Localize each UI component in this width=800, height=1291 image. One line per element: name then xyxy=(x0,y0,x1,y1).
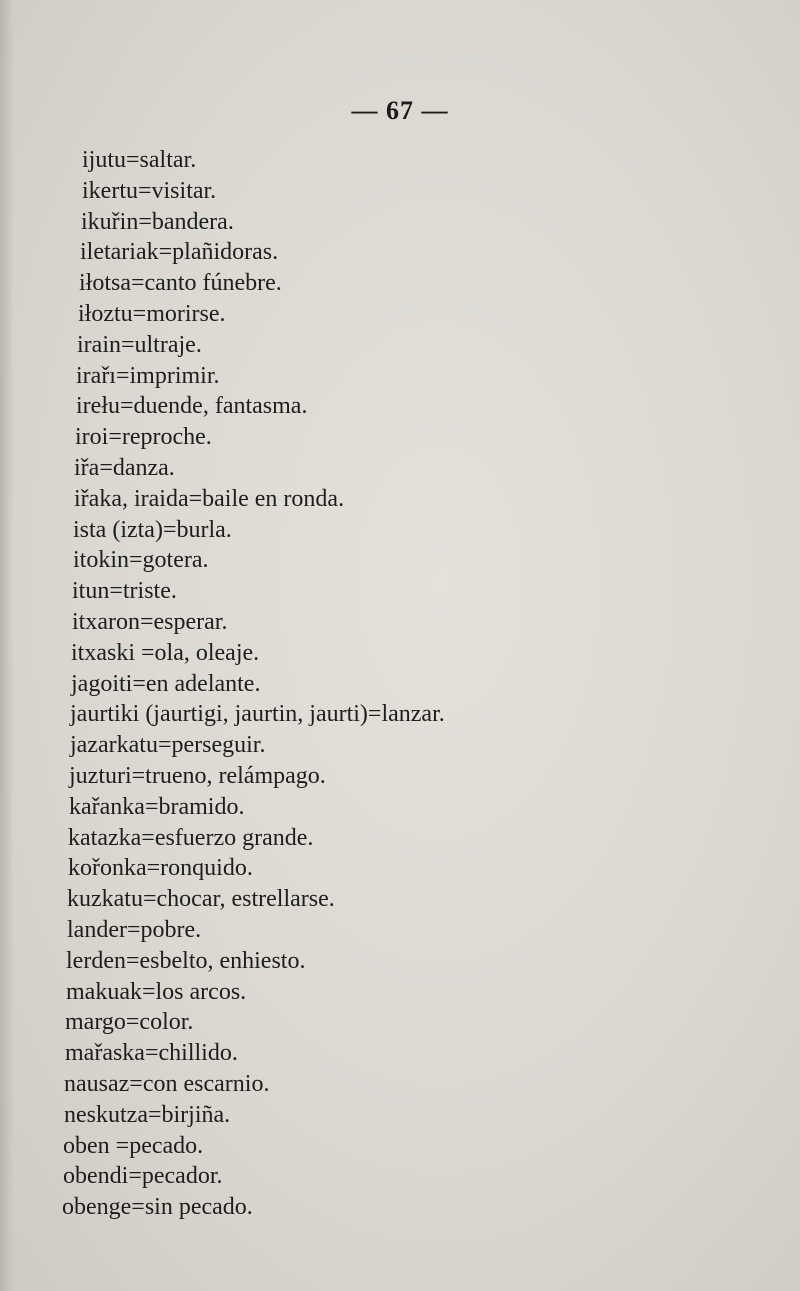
glossary-entry: iletariak=plañidoras. xyxy=(80,239,279,266)
glossary-entry: itun=triste. xyxy=(72,578,177,605)
glossary-entry: lander=pobre. xyxy=(67,916,202,943)
glossary-entry: neskutza=birjiña. xyxy=(64,1101,231,1128)
glossary-entry: katazka=esfuerzo grande. xyxy=(68,824,314,851)
glossary-entry: itxaron=esperar. xyxy=(72,608,228,635)
glossary-entry: iłoztu=morirse. xyxy=(78,300,226,327)
page-number: — 67 — xyxy=(351,96,449,125)
glossary-entry: jaurtiki (jaurtigi, jaurtin, jaurti)=lanzar. xyxy=(70,701,445,728)
glossary-entry: irełu=duende, fantasma. xyxy=(76,393,308,420)
glossary-entry: jazarkatu=perseguir. xyxy=(70,732,266,759)
glossary-entry: jagoiti=en adelante. xyxy=(71,670,261,697)
glossary-entry: margo=color. xyxy=(65,1009,194,1036)
glossary-entry: mařaska=chillido. xyxy=(65,1040,238,1067)
glossary-entry: ikuřin=bandera. xyxy=(81,208,234,235)
glossary-list xyxy=(62,145,766,1223)
glossary-entry: iřaka, iraida=baile en ronda. xyxy=(74,485,345,512)
glossary-entry: ista (izta)=burla. xyxy=(73,516,232,543)
glossary-entry: juzturi=trueno, relámpago. xyxy=(69,762,326,789)
glossary-entry: itokin=gotera. xyxy=(73,547,209,574)
glossary-entry: kařanka=bramido. xyxy=(69,793,245,820)
glossary-entry: ikertu=visitar. xyxy=(82,177,217,204)
glossary-entry: itxaski =ola, oleaje. xyxy=(71,639,260,666)
glossary-entry: iłotsa=canto fúnebre. xyxy=(79,270,282,297)
glossary-entry: iřa=danza. xyxy=(74,454,175,481)
page-edge-shadow xyxy=(0,0,14,1291)
glossary-entry: makuak=los arcos. xyxy=(66,978,247,1005)
glossary-entry: kořonka=ronquido. xyxy=(68,855,253,882)
glossary-entry: kuzkatu=chocar, estrellarse. xyxy=(67,886,335,913)
glossary-entry: lerden=esbelto, enhiesto. xyxy=(66,947,306,974)
glossary-entry: iroi=reproche. xyxy=(75,424,212,451)
glossary-entry: irain=ultraje. xyxy=(77,331,202,358)
glossary-entry: nausaz=con escarnio. xyxy=(64,1070,270,1097)
glossary-entry: ijutu=saltar. xyxy=(82,147,197,173)
glossary-entry: irařı=imprimir. xyxy=(76,362,220,389)
glossary-entry: oben =pecado. xyxy=(63,1132,204,1159)
glossary-entry: obenge=sin pecado. xyxy=(62,1194,253,1221)
glossary-entry: obendi=pecador. xyxy=(63,1163,223,1190)
